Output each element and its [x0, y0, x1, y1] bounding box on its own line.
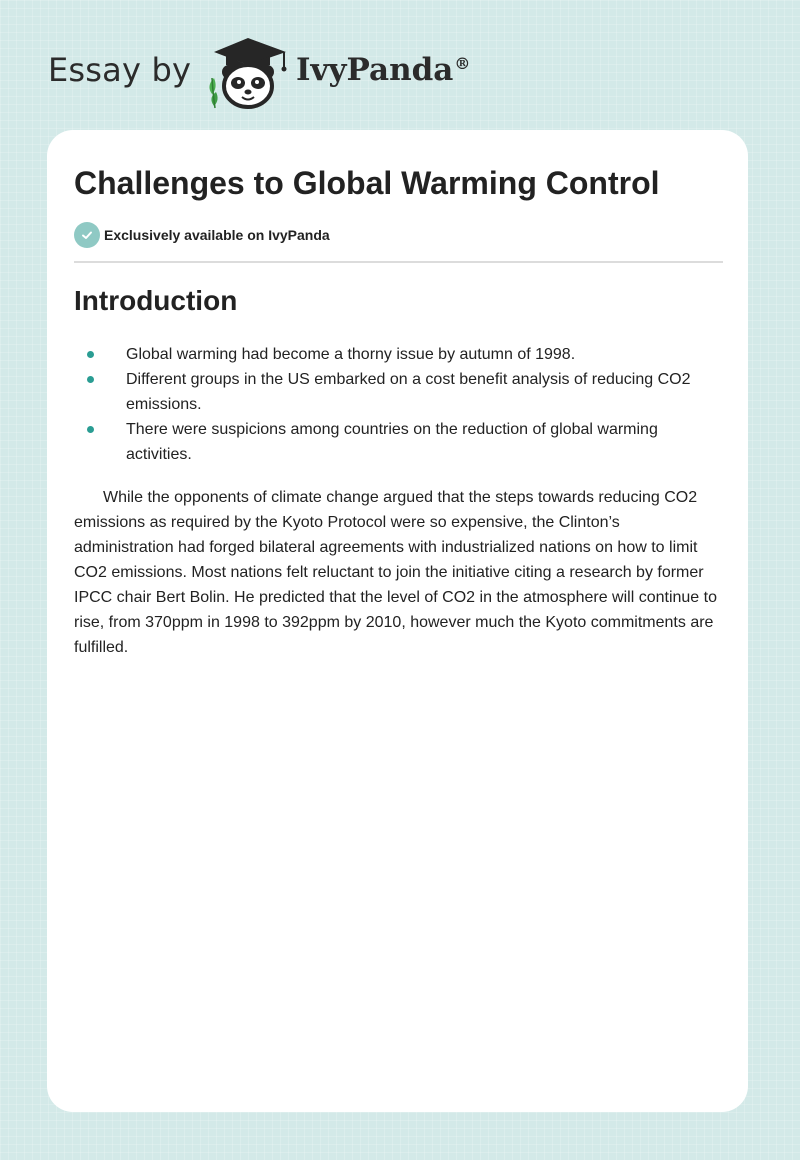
- list-item-text: Global warming had become a thorny issue by autumn of 1998.: [126, 346, 576, 363]
- exclusive-label: Exclusively available on IvyPanda: [104, 227, 330, 243]
- list-item: [74, 417, 723, 467]
- body-paragraph: While the opponents of climate change argued that the steps towards reducing CO2 emissions as required by the Kyoto Protocol were so expensive, the Clinton’s administration had forged bilateral agreements with industrialized nations on how to limit CO2 emissions. Most nations felt reluctant to join the initiative citing a research by former IPCC chair Bert Bolin. He predicted that the level of CO2 in the atmosphere will continue to rise, from 370ppm in 1998 to 392ppm by 2010, however much the Kyoto commitments are fulfilled.: [74, 489, 717, 656]
- essay-title: Challenges to Global Warming Control: [74, 165, 660, 201]
- title-divider: [74, 261, 723, 263]
- bullet-dot-icon: [87, 351, 94, 358]
- brand-name[interactable]: IvyPanda®: [296, 52, 471, 88]
- registered-mark: ®: [454, 54, 471, 73]
- bullet-list: [74, 342, 723, 467]
- list-item-text: There were suspicions among countries on the reduction of global warming activities.: [126, 421, 658, 463]
- list-item: [74, 367, 723, 417]
- essay-by-label: Essay by: [48, 51, 192, 89]
- essay-card: [47, 130, 748, 1112]
- list-item-text: Different groups in the US embarked on a cost benefit analysis of reducing CO2 emissions.: [126, 371, 691, 413]
- exclusive-badge: [74, 222, 330, 248]
- bullet-dot-icon: [87, 426, 94, 433]
- site-header: [48, 34, 528, 114]
- panda-graduate-logo-icon[interactable]: [202, 34, 294, 110]
- check-circle-icon: [74, 222, 100, 248]
- list-item: [74, 342, 723, 367]
- bullet-dot-icon: [87, 376, 94, 383]
- section-heading: Introduction: [74, 285, 238, 316]
